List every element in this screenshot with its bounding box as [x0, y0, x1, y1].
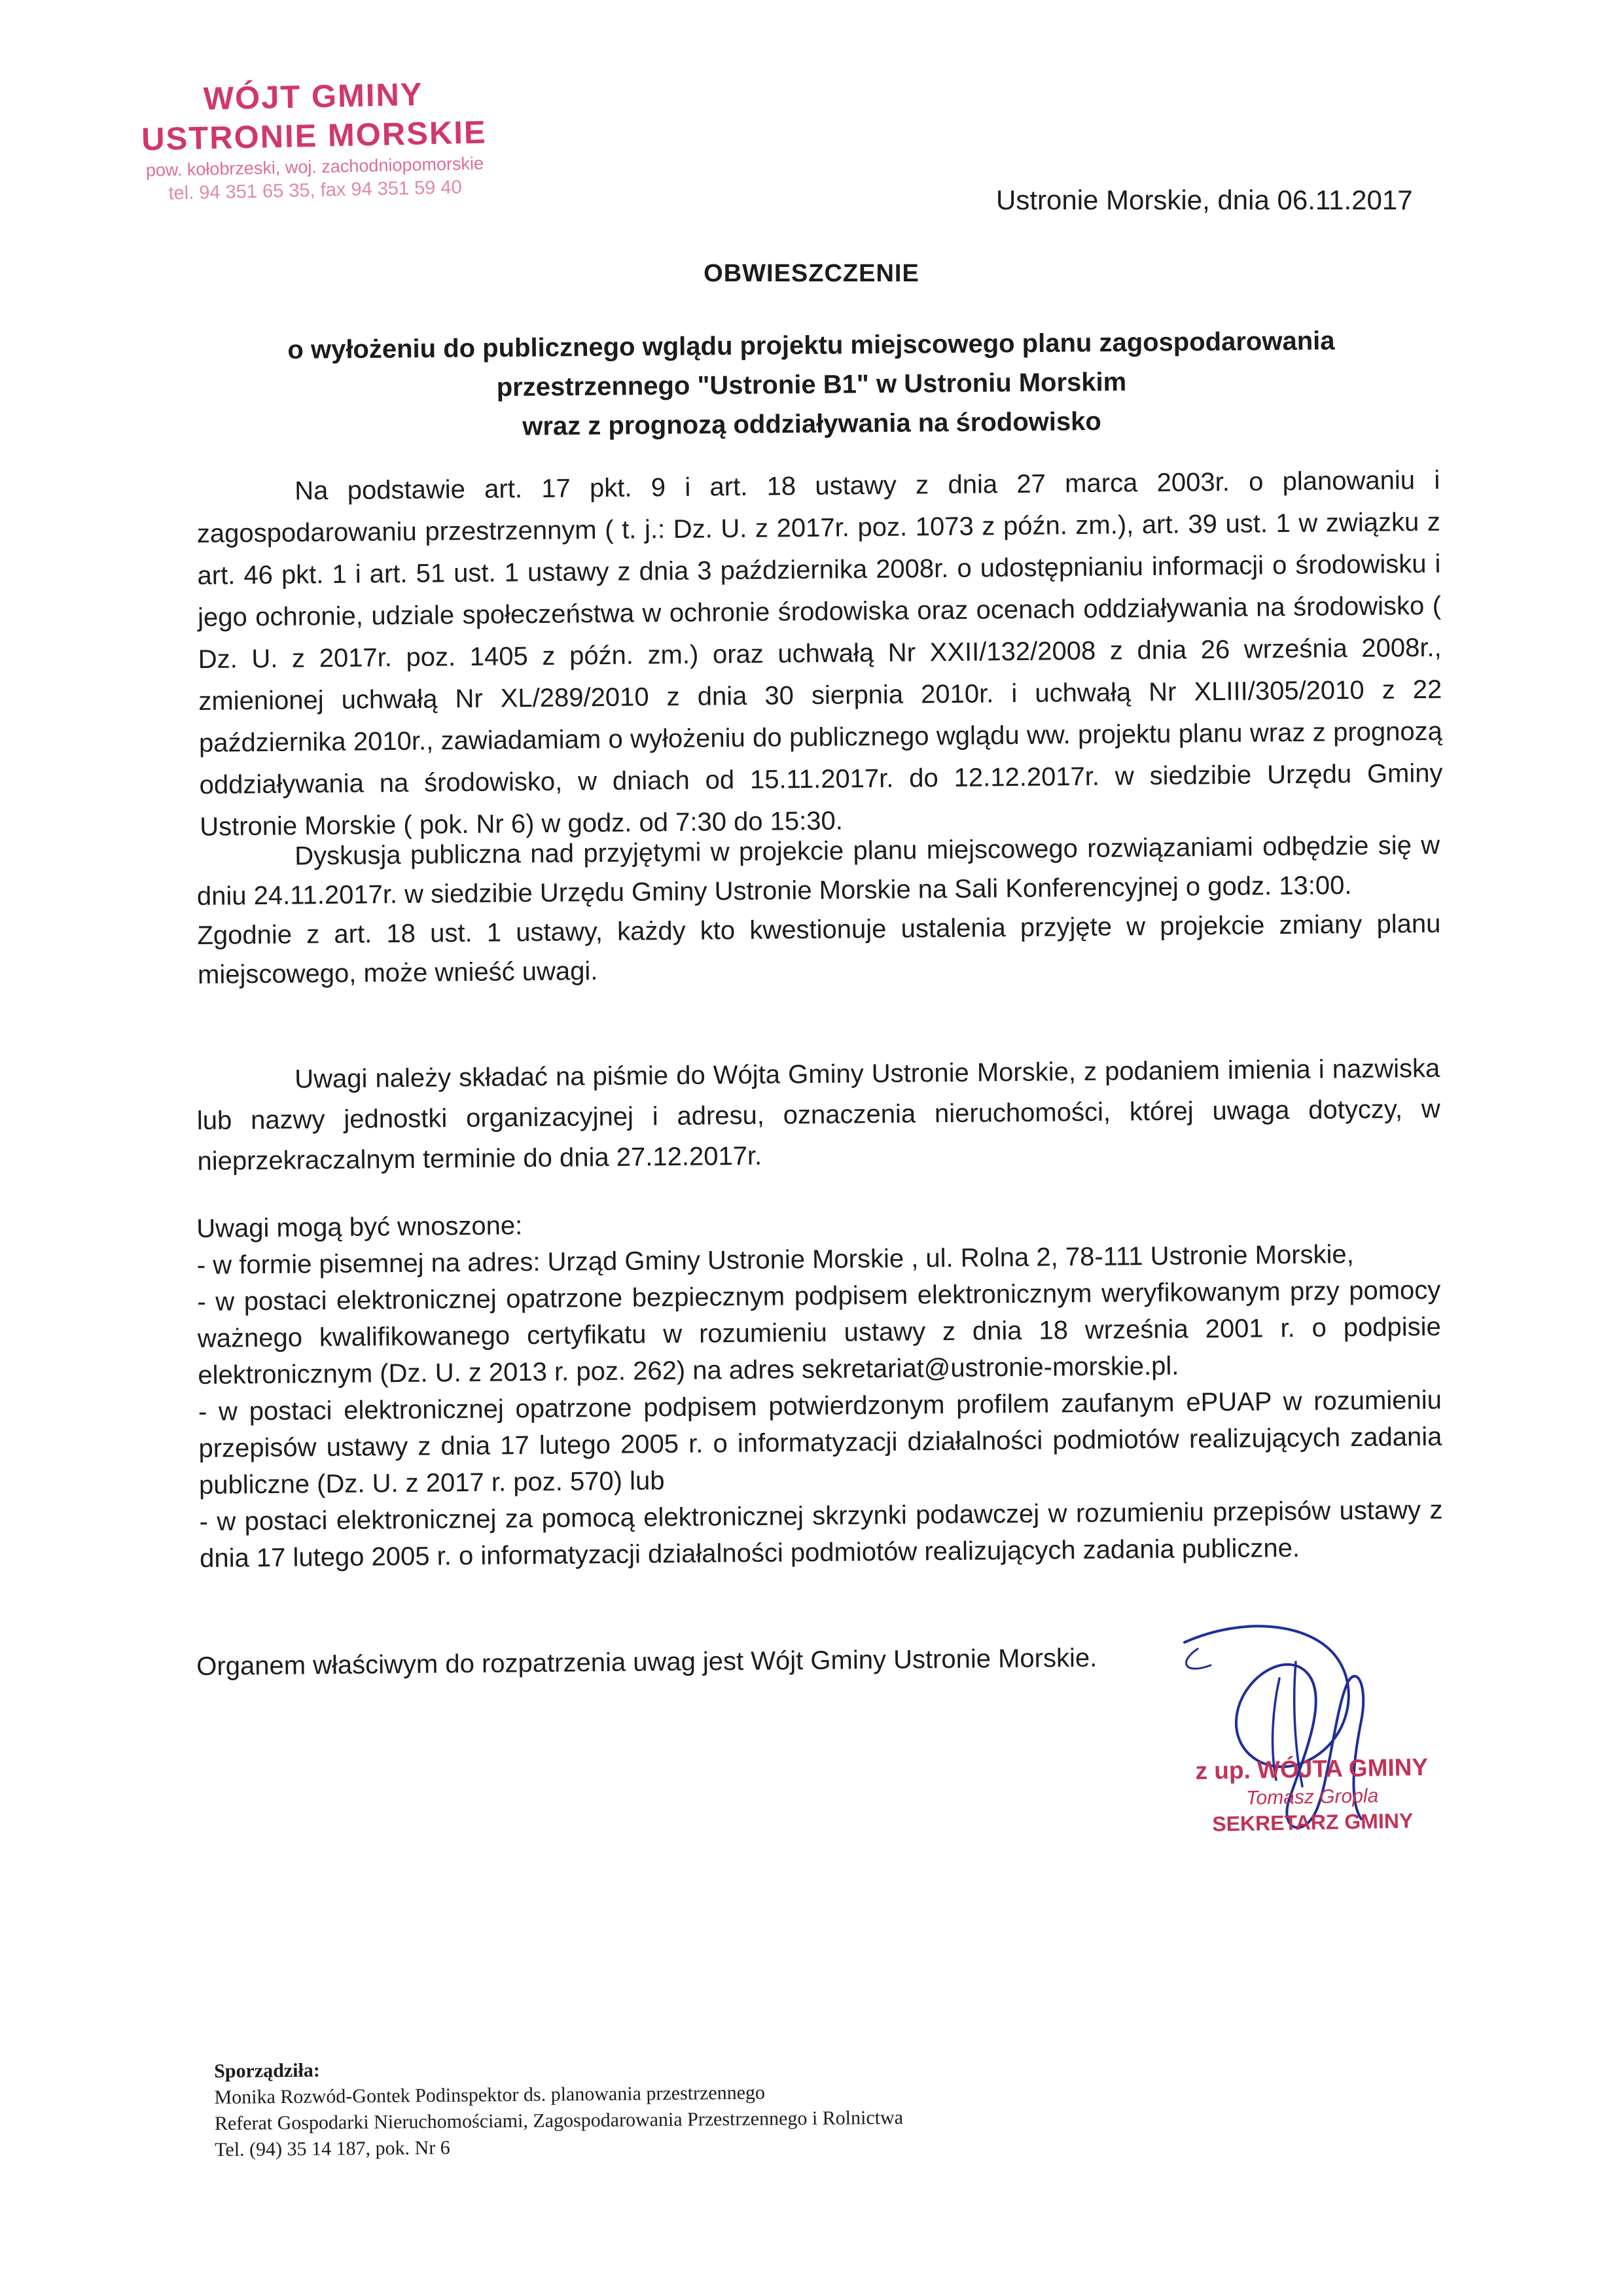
public-discussion-paragraph	[196, 826, 1441, 995]
comments-submission-paragraph	[196, 1048, 1441, 1182]
legal-basis-paragraph	[196, 459, 1443, 848]
list-item: - w formie pisemnej na adres: Urząd Gminy Ustronie Morskie , ul. Rolna 2, 78-111 Ustronie Morskie,	[196, 1240, 1354, 1280]
subtitle-line-1: o wyłożeniu do publicznego wglądu projektu miejscowego planu zagospodarowania	[287, 327, 1335, 364]
signature-stamp	[1171, 1751, 1454, 1837]
document-subtitle	[156, 320, 1466, 449]
footer-line-2: Referat Gospodarki Nieruchomościami, Zagospodarowania Przestrzennego i Rolnictwa	[214, 2106, 904, 2134]
paragraph-text: Uwagi należy składać na piśmie do Wójta Gminy Ustronie Morskie, z podaniem imienia i nazwiska lub nazwy jednostki organizacyjnej i adresu, oznaczenia nieruchomości, której uwaga dotyczy, w nieprzekraczalnym terminie do dnia 27.12.2017r.	[196, 1053, 1441, 1176]
list-item: - w postaci elektronicznej opatrzone bezpiecznym podpisem elektronicznym weryfikowanym przy pomocy ważnego kwalifikowanego certyfikatu w rozumieniu ustawy z dnia 18 września 2001 r. o podpisie elektronicznym (Dz. U. z 2013 r. poz. 262) na adres sekretariat@ustronie-morskie.pl.	[197, 1275, 1442, 1390]
stamp-line-3: pow. kołobrzeski, woj. zachodniopomorskie	[145, 153, 484, 181]
place-and-date: Ustronie Morskie, dnia 06.11.2017	[996, 185, 1413, 215]
footer-line-1: Monika Rozwód-Gontek Podinspektor ds. planowania przestrzennego	[214, 2081, 766, 2108]
paragraph-text: Organem właściwym do rozpatrzenia uwag jest Wójt Gminy Ustronie Morskie.	[196, 1643, 1097, 1681]
signature-line-3: SEKRETARZ GMINY	[1211, 1809, 1414, 1836]
list-heading: Uwagi mogą być wnoszone:	[196, 1211, 523, 1243]
stamp-line-1: WÓJT GMINY	[203, 77, 424, 117]
signature-line-2: Tomasz Gropla	[1245, 1785, 1379, 1809]
prepared-by-footer	[214, 2053, 904, 2163]
signature-line-1: z up. WÓJTA GMINY	[1195, 1753, 1429, 1785]
paragraph-text: Zgodnie z art. 18 ust. 1 ustawy, każdy kto kwestionuje ustalenia przyjęte w projekcie zmiany planu miejscowego, może wnieść uwagi.	[197, 909, 1441, 989]
stamp-line-2: USTRONIE MORSKIE	[141, 115, 488, 158]
list-item: - w postaci elektronicznej opatrzone podpisem potwierdzonym profilem zaufanym ePUAP w rozumieniu przepisów ustawy z dnia 17 lutego 2005 r. o informatyzacji działalności podmiotów realizujących zadania publiczne (Dz. U. z 2017 r. poz. 570) lub	[198, 1385, 1442, 1500]
footer-line-3: Tel. (94) 35 14 187, pok. Nr 6	[215, 2136, 450, 2161]
footer-heading: Sporządziła:	[214, 2059, 320, 2082]
subtitle-line-3: wraz z prognozą oddziaływania na środowisko	[522, 407, 1101, 441]
subtitle-line-2: przestrzennego "Ustronie B1" w Ustroniu Morskim	[496, 367, 1127, 402]
paragraph-text: Dyskusja publiczna nad przyjętymi w projekcie planu miejscowego rozwiązaniami odbędzie się w dniu 24.11.2017r. w siedzibie Urzędu Gminy Ustronie Morskie na Sali Konferencyjnej o godz. 13:00.	[196, 830, 1440, 911]
submission-methods-list	[196, 1199, 1443, 1577]
document-title: OBWIESZCZENIE	[704, 260, 919, 287]
office-stamp	[103, 73, 525, 207]
list-item: - w postaci elektronicznej za pomocą elektronicznej skrzynki podawczej w rozumieniu przepisów ustawy z dnia 17 lutego 2005 r. o informatyzacji działalności podmiotów realizujących zadania publiczne.	[199, 1495, 1443, 1573]
stamp-line-4: tel. 94 351 65 35, fax 94 351 59 40	[168, 177, 463, 204]
paragraph-text: Na podstawie art. 17 pkt. 9 i art. 18 ustawy z dnia 27 marca 2003r. o planowaniu i zagospodarowaniu przestrzennym ( t. j.: Dz. U. z 2017r. poz. 1073 z późn. zm.), art. 39 ust. 1 w związku z art. 46 pkt. 1 i art. 51 ust. 1 ustawy z dnia 3 października 2008r. o udostępnianiu informacji o środowisku i jego ochronie, udziale społeczeństwa w ochronie środowiska oraz ocenach oddziaływania na środowisko ( Dz. U. z 2017r. poz. 1405 z późn. zm.) oraz uchwałą Nr XXII/132/2008 z dnia 26 września 2008r., zmienionej uchwałą Nr XL/289/2010 z dnia 30 sierpnia 2010r. i uchwałą Nr XLIII/305/2010 z 22 października 2010r., zawiadamiam o wyłożeniu do publicznego wglądu ww. projektu planu wraz z prognozą oddziaływania na środowisko, w dniach od 15.11.2017r. do 12.12.2017r. w siedzibie Urzędu Gminy Ustronie Morskie ( pok. Nr 6) w godz. od 7:30 do 15:30.	[196, 465, 1443, 841]
